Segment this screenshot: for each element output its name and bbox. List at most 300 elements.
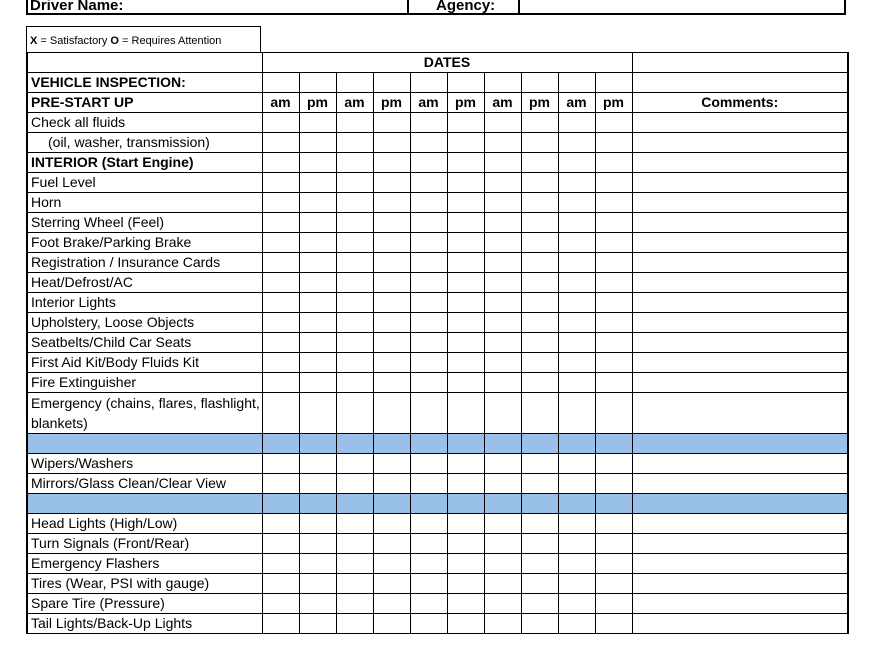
check-cell[interactable] [447, 133, 484, 153]
check-cell[interactable] [484, 533, 521, 553]
check-cell[interactable] [373, 133, 410, 153]
check-cell[interactable] [262, 133, 299, 153]
check-cell[interactable] [521, 393, 558, 434]
check-cell[interactable] [558, 233, 595, 253]
check-cell[interactable] [484, 353, 521, 373]
check-cell[interactable] [299, 373, 336, 393]
check-cell[interactable] [336, 293, 373, 313]
check-cell[interactable] [373, 393, 410, 434]
check-cell[interactable] [447, 373, 484, 393]
comment-cell[interactable] [632, 113, 848, 133]
band-cell [410, 434, 447, 454]
period-label-pm: pm [447, 93, 484, 113]
check-cell[interactable] [521, 193, 558, 213]
check-cell[interactable] [484, 313, 521, 333]
check-cell[interactable] [299, 173, 336, 193]
check-cell[interactable] [410, 573, 447, 593]
check-cell[interactable] [299, 333, 336, 353]
check-cell[interactable] [484, 593, 521, 613]
check-cell[interactable] [521, 293, 558, 313]
check-cell[interactable] [558, 353, 595, 373]
check-cell[interactable] [299, 453, 336, 473]
check-cell[interactable] [262, 553, 299, 573]
comment-cell[interactable] [632, 253, 848, 273]
comment-cell[interactable] [632, 173, 848, 193]
table-row [27, 353, 848, 373]
check-cell[interactable] [410, 613, 447, 633]
check-cell[interactable] [558, 133, 595, 153]
check-cell[interactable] [595, 113, 632, 133]
check-cell[interactable] [595, 313, 632, 333]
check-cell[interactable] [447, 513, 484, 533]
table-row [27, 593, 848, 613]
item-label: Tires (Wear, PSI with gauge) [27, 573, 262, 593]
check-cell[interactable] [410, 393, 447, 434]
check-cell[interactable] [521, 593, 558, 613]
check-cell[interactable] [595, 553, 632, 573]
band-cell [521, 434, 558, 454]
date-cell[interactable] [558, 73, 595, 93]
check-cell[interactable] [484, 333, 521, 353]
table-row [27, 313, 848, 333]
check-cell[interactable] [373, 233, 410, 253]
check-cell[interactable] [262, 593, 299, 613]
check-cell[interactable] [336, 233, 373, 253]
check-cell[interactable] [299, 593, 336, 613]
agency-field[interactable] [518, 0, 846, 15]
check-cell[interactable] [410, 533, 447, 553]
date-cell[interactable] [262, 73, 299, 93]
table-row [27, 173, 848, 193]
check-cell[interactable] [595, 213, 632, 233]
period-label-pm: pm [299, 93, 336, 113]
check-cell[interactable] [299, 273, 336, 293]
check-cell[interactable] [262, 193, 299, 213]
date-cell[interactable] [336, 73, 373, 93]
check-cell[interactable] [410, 353, 447, 373]
check-cell[interactable] [595, 153, 632, 173]
check-cell[interactable] [447, 333, 484, 353]
check-cell[interactable] [373, 273, 410, 293]
check-cell[interactable] [336, 533, 373, 553]
check-cell[interactable] [336, 553, 373, 573]
check-cell[interactable] [595, 273, 632, 293]
comment-cell[interactable] [632, 373, 848, 393]
check-cell[interactable] [558, 293, 595, 313]
check-cell[interactable] [373, 193, 410, 213]
check-cell[interactable] [410, 453, 447, 473]
check-cell[interactable] [558, 213, 595, 233]
check-cell[interactable] [410, 253, 447, 273]
check-cell[interactable] [299, 233, 336, 253]
check-cell[interactable] [373, 333, 410, 353]
check-cell[interactable] [484, 373, 521, 393]
check-cell[interactable] [558, 193, 595, 213]
check-cell[interactable] [410, 473, 447, 493]
check-cell[interactable] [299, 253, 336, 273]
check-cell[interactable] [595, 453, 632, 473]
check-cell[interactable] [262, 253, 299, 273]
check-cell[interactable] [558, 453, 595, 473]
check-cell[interactable] [558, 533, 595, 553]
check-cell[interactable] [336, 213, 373, 233]
check-cell[interactable] [447, 273, 484, 293]
comment-cell[interactable] [632, 313, 848, 333]
check-cell[interactable] [299, 393, 336, 434]
check-cell[interactable] [299, 193, 336, 213]
check-cell[interactable] [521, 313, 558, 333]
check-cell[interactable] [410, 293, 447, 313]
date-cell[interactable] [447, 73, 484, 93]
check-cell[interactable] [410, 153, 447, 173]
check-cell[interactable] [558, 153, 595, 173]
check-cell[interactable] [336, 193, 373, 213]
check-cell[interactable] [447, 613, 484, 633]
check-cell[interactable] [484, 573, 521, 593]
check-cell[interactable] [373, 353, 410, 373]
check-cell[interactable] [373, 313, 410, 333]
check-cell[interactable] [521, 533, 558, 553]
band-label-cell [27, 434, 262, 454]
band-cell [299, 434, 336, 454]
check-cell[interactable] [595, 193, 632, 213]
check-cell[interactable] [558, 513, 595, 533]
dates-corner-cell [27, 53, 262, 73]
comment-cell[interactable] [632, 593, 848, 613]
check-cell[interactable] [299, 353, 336, 373]
comment-cell[interactable] [632, 553, 848, 573]
table-row [27, 153, 848, 173]
comment-cell[interactable] [632, 353, 848, 373]
period-header-row [27, 93, 848, 113]
check-cell[interactable] [262, 613, 299, 633]
check-cell[interactable] [299, 133, 336, 153]
check-cell[interactable] [447, 173, 484, 193]
check-cell[interactable] [336, 373, 373, 393]
check-cell[interactable] [262, 533, 299, 553]
date-cell[interactable] [521, 73, 558, 93]
check-cell[interactable] [299, 573, 336, 593]
check-cell[interactable] [521, 113, 558, 133]
check-cell[interactable] [558, 593, 595, 613]
check-cell[interactable] [299, 293, 336, 313]
comment-cell[interactable] [632, 513, 848, 533]
comment-cell[interactable] [632, 193, 848, 213]
comment-cell[interactable] [632, 233, 848, 253]
check-cell[interactable] [521, 573, 558, 593]
check-cell[interactable] [447, 213, 484, 233]
check-cell[interactable] [336, 253, 373, 273]
check-cell[interactable] [484, 173, 521, 193]
check-cell[interactable] [262, 173, 299, 193]
date-cell[interactable] [484, 73, 521, 93]
check-cell[interactable] [299, 473, 336, 493]
item-label: First Aid Kit/Body Fluids Kit [27, 353, 262, 373]
check-cell[interactable] [336, 593, 373, 613]
item-label: Registration / Insurance Cards [27, 253, 262, 273]
check-cell[interactable] [484, 233, 521, 253]
comment-cell[interactable] [632, 533, 848, 553]
check-cell[interactable] [558, 373, 595, 393]
check-cell[interactable] [410, 333, 447, 353]
check-cell[interactable] [410, 173, 447, 193]
check-cell[interactable] [373, 173, 410, 193]
check-cell[interactable] [484, 113, 521, 133]
check-cell[interactable] [262, 393, 299, 434]
check-cell[interactable] [595, 173, 632, 193]
check-cell[interactable] [262, 273, 299, 293]
comment-cell[interactable] [632, 273, 848, 293]
check-cell[interactable] [336, 173, 373, 193]
check-cell[interactable] [299, 553, 336, 573]
item-label: Emergency (chains, flares, flashlight, blankets) [27, 393, 262, 434]
check-cell[interactable] [336, 113, 373, 133]
comment-cell[interactable] [632, 133, 848, 153]
check-cell[interactable] [484, 613, 521, 633]
check-cell[interactable] [558, 613, 595, 633]
check-cell[interactable] [595, 253, 632, 273]
item-label: Fuel Level [27, 173, 262, 193]
band-cell [632, 493, 848, 513]
check-cell[interactable] [595, 393, 632, 434]
check-cell[interactable] [336, 353, 373, 373]
check-cell[interactable] [410, 373, 447, 393]
check-cell[interactable] [262, 573, 299, 593]
check-cell[interactable] [595, 513, 632, 533]
check-cell[interactable] [595, 573, 632, 593]
check-cell[interactable] [595, 353, 632, 373]
check-cell[interactable] [484, 293, 521, 313]
check-cell[interactable] [558, 173, 595, 193]
date-cell[interactable] [373, 73, 410, 93]
check-cell[interactable] [373, 373, 410, 393]
legend-o-meaning: = Requires Attention [118, 35, 222, 47]
check-cell[interactable] [595, 473, 632, 493]
check-cell[interactable] [447, 293, 484, 313]
check-cell[interactable] [558, 313, 595, 333]
check-cell[interactable] [558, 113, 595, 133]
check-cell[interactable] [373, 453, 410, 473]
check-cell[interactable] [521, 473, 558, 493]
check-cell[interactable] [447, 353, 484, 373]
check-cell[interactable] [484, 153, 521, 173]
check-cell[interactable] [336, 333, 373, 353]
check-cell[interactable] [521, 133, 558, 153]
check-cell[interactable] [336, 393, 373, 434]
comment-cell[interactable] [632, 573, 848, 593]
check-cell[interactable] [410, 553, 447, 573]
comment-cell[interactable] [632, 453, 848, 473]
check-cell[interactable] [336, 453, 373, 473]
check-cell[interactable] [410, 273, 447, 293]
item-label: Seatbelts/Child Car Seats [27, 333, 262, 353]
check-cell[interactable] [262, 333, 299, 353]
check-cell[interactable] [299, 213, 336, 233]
check-cell[interactable] [262, 313, 299, 333]
check-cell[interactable] [262, 113, 299, 133]
check-cell[interactable] [447, 553, 484, 573]
item-label: Foot Brake/Parking Brake [27, 233, 262, 253]
check-cell[interactable] [336, 473, 373, 493]
agency-label: Agency: [436, 0, 496, 14]
comment-cell[interactable] [632, 293, 848, 313]
period-label-am: am [262, 93, 299, 113]
check-cell[interactable] [521, 373, 558, 393]
check-cell[interactable] [521, 353, 558, 373]
item-label: Interior Lights [27, 293, 262, 313]
check-cell[interactable] [299, 533, 336, 553]
check-cell[interactable] [262, 373, 299, 393]
check-cell[interactable] [595, 533, 632, 553]
check-cell[interactable] [558, 573, 595, 593]
comment-cell[interactable] [632, 613, 848, 633]
check-cell[interactable] [595, 233, 632, 253]
check-cell[interactable] [336, 573, 373, 593]
comment-cell[interactable] [632, 213, 848, 233]
check-cell[interactable] [484, 133, 521, 153]
check-cell[interactable] [521, 173, 558, 193]
check-cell[interactable] [447, 313, 484, 333]
comment-cell[interactable] [632, 473, 848, 493]
check-cell[interactable] [262, 453, 299, 473]
check-cell[interactable] [595, 593, 632, 613]
check-cell[interactable] [558, 553, 595, 573]
check-cell[interactable] [447, 193, 484, 213]
check-cell[interactable] [521, 153, 558, 173]
check-cell[interactable] [299, 113, 336, 133]
check-cell[interactable] [262, 213, 299, 233]
period-label-pm: pm [373, 93, 410, 113]
check-cell[interactable] [410, 313, 447, 333]
check-cell[interactable] [373, 153, 410, 173]
check-cell[interactable] [521, 613, 558, 633]
check-cell[interactable] [410, 193, 447, 213]
check-cell[interactable] [410, 593, 447, 613]
check-cell[interactable] [484, 553, 521, 573]
check-cell[interactable] [447, 473, 484, 493]
table-row [27, 293, 848, 313]
check-cell[interactable] [373, 613, 410, 633]
date-cell[interactable] [595, 73, 632, 93]
check-cell[interactable] [521, 213, 558, 233]
check-cell[interactable] [336, 153, 373, 173]
check-cell[interactable] [521, 553, 558, 573]
check-cell[interactable] [447, 153, 484, 173]
check-cell[interactable] [410, 513, 447, 533]
check-cell[interactable] [410, 233, 447, 253]
period-label-am: am [336, 93, 373, 113]
check-cell[interactable] [373, 113, 410, 133]
check-cell[interactable] [521, 453, 558, 473]
item-label: Check all fluids [27, 113, 262, 133]
comment-cell[interactable] [632, 333, 848, 353]
check-cell[interactable] [262, 353, 299, 373]
check-cell[interactable] [299, 513, 336, 533]
check-cell[interactable] [299, 613, 336, 633]
check-cell[interactable] [447, 233, 484, 253]
check-cell[interactable] [521, 513, 558, 533]
check-cell[interactable] [373, 293, 410, 313]
check-cell[interactable] [521, 333, 558, 353]
date-cell[interactable] [410, 73, 447, 93]
check-cell[interactable] [410, 213, 447, 233]
check-cell[interactable] [299, 153, 336, 173]
item-label: Spare Tire (Pressure) [27, 593, 262, 613]
check-cell[interactable] [558, 473, 595, 493]
check-cell[interactable] [262, 513, 299, 533]
check-cell[interactable] [521, 273, 558, 293]
check-cell[interactable] [299, 313, 336, 333]
comment-cell[interactable] [632, 153, 848, 173]
table-row [27, 533, 848, 553]
comment-cell[interactable] [632, 393, 848, 434]
check-cell[interactable] [484, 393, 521, 434]
check-cell[interactable] [484, 513, 521, 533]
period-label-am: am [484, 93, 521, 113]
check-cell[interactable] [336, 133, 373, 153]
check-cell[interactable] [336, 313, 373, 333]
check-cell[interactable] [336, 613, 373, 633]
check-cell[interactable] [373, 473, 410, 493]
check-cell[interactable] [262, 473, 299, 493]
check-cell[interactable] [484, 453, 521, 473]
check-cell[interactable] [595, 293, 632, 313]
check-cell[interactable] [484, 193, 521, 213]
check-cell[interactable] [447, 593, 484, 613]
check-cell[interactable] [447, 393, 484, 434]
check-cell[interactable] [484, 273, 521, 293]
check-cell[interactable] [447, 453, 484, 473]
check-cell[interactable] [447, 253, 484, 273]
check-cell[interactable] [484, 253, 521, 273]
check-cell[interactable] [484, 213, 521, 233]
check-cell[interactable] [595, 613, 632, 633]
check-cell[interactable] [595, 333, 632, 353]
check-cell[interactable] [373, 573, 410, 593]
check-cell[interactable] [595, 133, 632, 153]
check-cell[interactable] [373, 533, 410, 553]
check-cell[interactable] [336, 513, 373, 533]
check-cell[interactable] [262, 233, 299, 253]
check-cell[interactable] [447, 573, 484, 593]
check-cell[interactable] [521, 253, 558, 273]
check-cell[interactable] [373, 553, 410, 573]
check-cell[interactable] [558, 393, 595, 434]
check-cell[interactable] [262, 153, 299, 173]
check-cell[interactable] [558, 333, 595, 353]
check-cell[interactable] [558, 253, 595, 273]
period-label-pm: pm [521, 93, 558, 113]
check-cell[interactable] [373, 593, 410, 613]
check-cell[interactable] [373, 253, 410, 273]
check-cell[interactable] [262, 293, 299, 313]
period-label-am: am [558, 93, 595, 113]
check-cell[interactable] [558, 273, 595, 293]
date-cell[interactable] [299, 73, 336, 93]
check-cell[interactable] [410, 133, 447, 153]
table-row [27, 453, 848, 473]
check-cell[interactable] [484, 473, 521, 493]
check-cell[interactable] [373, 213, 410, 233]
check-cell[interactable] [447, 113, 484, 133]
check-cell[interactable] [595, 373, 632, 393]
check-cell[interactable] [447, 533, 484, 553]
check-cell[interactable] [336, 273, 373, 293]
check-cell[interactable] [410, 113, 447, 133]
check-cell[interactable] [521, 233, 558, 253]
table-row [27, 253, 848, 273]
check-cell[interactable] [373, 513, 410, 533]
